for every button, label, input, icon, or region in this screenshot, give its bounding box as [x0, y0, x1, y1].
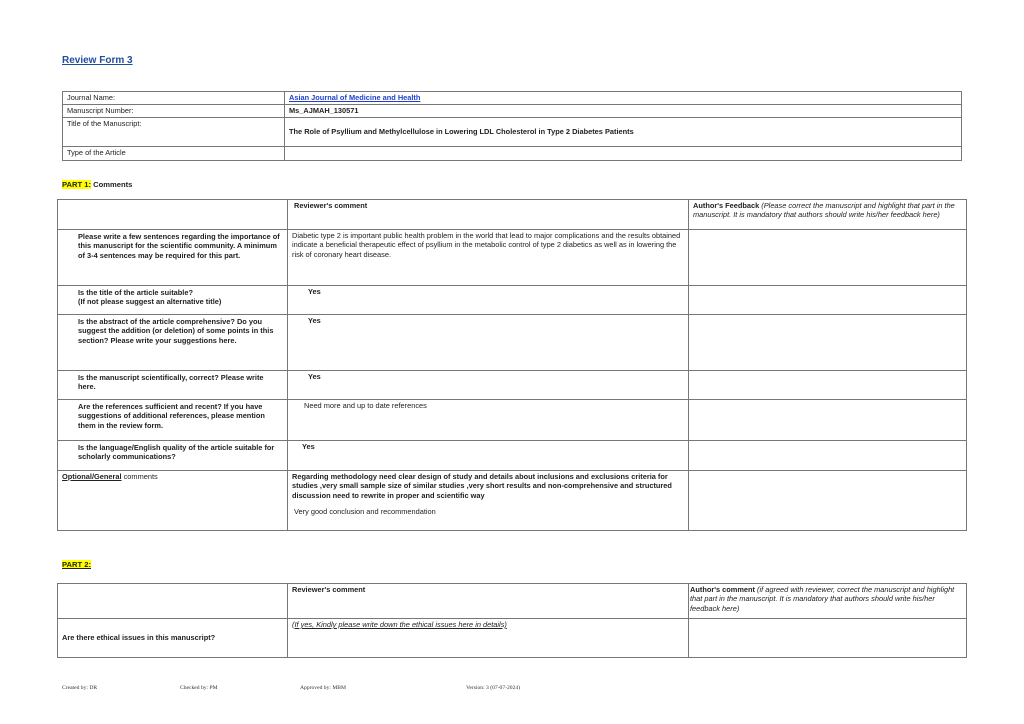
table-row: [58, 286, 967, 315]
author-comment-header: Author's comment (if agreed with reviewer, correct the manuscript and highlight that part in the manuscript. It is mandatory that authors should write his/her feedback here): [689, 584, 967, 619]
journal-name-link[interactable]: Asian Journal of Medicine and Health: [289, 93, 421, 102]
ethics-question: Are there ethical issues in this manuscript?: [58, 619, 288, 658]
part2-ethics-table: [57, 583, 967, 658]
reviewer-comment[interactable]: Yes: [288, 371, 689, 400]
reviewer-comment[interactable]: Diabetic type 2 is important public health problem in the world that lead to major complications and the results obtained indicate a beneficial therapeutic effect of psyllium in the metabolic control of type 2 diabetics as well as in lowering the risk of coronary heart disease.: [288, 230, 689, 286]
table-row: [58, 400, 967, 441]
reviewer-comment-header: Reviewer's comment: [288, 200, 689, 230]
part1-comments-table: [57, 199, 967, 531]
footer-version: Version: 3 (07-07-2024): [466, 685, 521, 691]
table-row: [58, 371, 967, 400]
reviewer-comment[interactable]: Yes: [288, 315, 689, 371]
optional-label: Optional/General comments: [58, 471, 288, 531]
reviewer-comment[interactable]: Need more and up to date references: [288, 400, 689, 441]
question: Is the language/English quality of the article suitable for scholarly communications?: [58, 441, 288, 471]
author-feedback-cell[interactable]: [689, 286, 967, 315]
part1-label: PART 1:: [62, 180, 91, 189]
manuscript-number-value: Ms_AJMAH_130571: [285, 105, 962, 118]
part1-label-rest: Comments: [90, 180, 133, 189]
footer-created: Created by: DR: [62, 685, 98, 691]
part1-heading: [62, 180, 132, 189]
question: Is the title of the article suitable? (If not please suggest an alternative title): [58, 286, 288, 315]
table-row: [58, 441, 967, 471]
question: Are the references sufficient and recent? If you have suggestions of additional references, please mention them in the review form.: [58, 400, 288, 441]
question: Is the abstract of the article comprehensive? Do you suggest the addition (or deletion) of some points in this section? Please write your suggestions here.: [58, 315, 288, 371]
author-comment-cell[interactable]: [689, 619, 967, 658]
table-row: [58, 315, 967, 371]
manuscript-title-label: Title of the Manuscript:: [63, 118, 285, 147]
table-row-optional: [58, 471, 967, 531]
reviewer-comment[interactable]: Yes: [288, 286, 689, 315]
footer-checked: Checked by: PM: [180, 685, 218, 691]
table-row: [58, 619, 967, 658]
manuscript-number-label: Manuscript Number:: [63, 105, 285, 118]
author-feedback-cell[interactable]: [689, 400, 967, 441]
optional-comment[interactable]: Regarding methodology need clear design of study and details about inclusions and exclusions criteria for studies ,very small sample size of similar studies ,very short results and non-comprehensive and structured discussion need to rewrite in proper and scientific way Very good conclusion and recommendation: [288, 471, 689, 531]
article-type-label: Type of the Article: [63, 147, 285, 161]
question: Please write a few sentences regarding the importance of this manuscript for the scientific community. A minimum of 3-4 sentences may be required for this part.: [58, 230, 288, 286]
journal-name-label: Journal Name:: [63, 92, 285, 105]
form-title: Review Form 3: [62, 55, 133, 66]
author-feedback-header: Author's Feedback (Please correct the manuscript and highlight that part in the manuscript. It is mandatory that authors should write his/her feedback here): [689, 200, 967, 230]
author-feedback-cell[interactable]: [689, 315, 967, 371]
question: Is the manuscript scientifically, correct? Please write here.: [58, 371, 288, 400]
author-feedback-cell[interactable]: [689, 230, 967, 286]
author-feedback-cell[interactable]: [689, 441, 967, 471]
reviewer-comment-header: Reviewer's comment: [288, 584, 689, 619]
part2-heading: PART 2:: [62, 560, 91, 569]
manuscript-info-table: [62, 91, 962, 161]
article-type-value: [285, 147, 962, 161]
author-feedback-cell[interactable]: [689, 471, 967, 531]
reviewer-comment[interactable]: Yes: [288, 441, 689, 471]
footer-approved: Approved by: MBM: [300, 685, 346, 691]
ethics-hint[interactable]: (If yes, Kindly please write down the ethical issues here in details): [288, 619, 689, 658]
table-row: [58, 230, 967, 286]
manuscript-title-value: The Role of Psyllium and Methylcellulose in Lowering LDL Cholesterol in Type 2 Diabetes Patients: [285, 118, 962, 147]
author-feedback-cell[interactable]: [689, 371, 967, 400]
